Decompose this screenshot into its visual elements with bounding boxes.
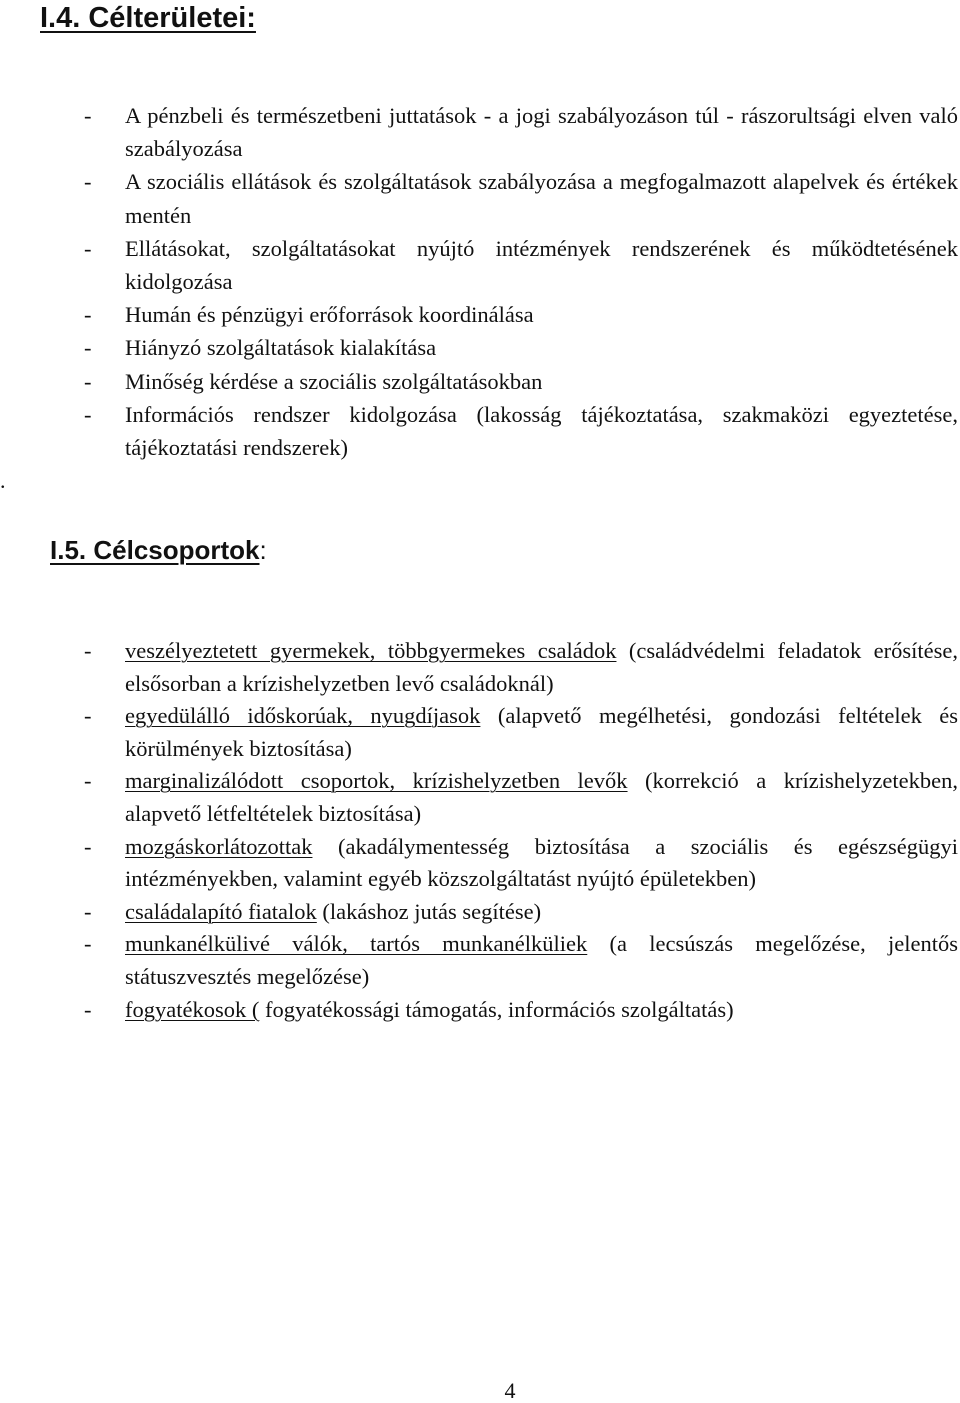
target-group-name: munkanélkülivé válók, tartós munkanélküliek [125, 931, 588, 957]
heading-title: I.5. Célcsoportok [50, 535, 260, 565]
heading-colon: : [259, 535, 267, 565]
target-group-name: marginalizálódott csoportok, krízishelyzetben levők [125, 768, 628, 794]
target-group-name: fogyatékosok ( [125, 996, 260, 1022]
target-group-name: egyedülálló időskorúak, nyugdíjasok [125, 703, 481, 729]
stray-dot: . [0, 468, 6, 493]
list-item [84, 635, 958, 700]
list-item: - Ellátásokat, szolgáltatásokat nyújtó intézmények rendszerének és működtetésének kidolgozása [84, 232, 958, 298]
list-item: - Információs rendszer kidolgozása (lakosság tájékoztatása, szakmaközi egyeztetése, tájékoztatási rendszerek) [84, 398, 958, 464]
list-item [84, 831, 958, 896]
target-group-detail: (alapvető megélhetési, gondozási feltételek és körülmények biztosítása) [125, 703, 958, 761]
list-item: - A pénzbeli és természetbeni juttatások - a jogi szabályozáson túl - rászorultsági elven való szabályozása [84, 99, 958, 165]
goals-list [84, 99, 958, 464]
page-number: 4 [504, 1378, 516, 1403]
list-item: - Humán és pénzügyi erőforrások koordinálása [84, 298, 958, 331]
target-group-detail: fogyatékossági támogatás, információs szolgáltatás) [259, 996, 734, 1022]
list-item [84, 765, 958, 830]
list-item: - A szociális ellátások és szolgáltatások szabályozása a megfogalmazott alapelvek és értékek mentén [84, 165, 958, 231]
target-groups-list [84, 635, 958, 1026]
list-item [84, 700, 958, 765]
target-group-name: családalapító fiatalok [125, 898, 317, 924]
target-group-name: veszélyeztetett gyermekek, többgyermekes családok [125, 638, 617, 663]
target-group-detail: (családvédelmi feladatok erősítése, elsősorban a krízishelyzetben levő családoknál) [125, 638, 958, 696]
list-item [84, 928, 958, 993]
list-item: - Minőség kérdése a szociális szolgáltatásokban [84, 365, 958, 398]
section-heading-goals: I.4. Célterületei: [40, 2, 256, 34]
list-item [84, 994, 958, 1027]
target-group-detail: (akadálymentesség biztosítása a szociális és egészségügyi intézményekben, valamint egyéb közszolgáltatást nyújtó épületekben) [125, 833, 958, 892]
list-item [84, 896, 958, 929]
target-group-detail: (korrekció a krízishelyzetekben, alapvető létfeltételek biztosítása) [125, 768, 958, 826]
target-group-detail: (lakáshoz jutás segítése) [316, 898, 542, 924]
target-group-name: mozgáskorlátozottak [125, 833, 313, 859]
list-item: - Hiányzó szolgáltatások kialakítása [84, 331, 958, 364]
section-heading-target-groups [50, 537, 267, 563]
target-group-detail: (a lecsúszás megelőzése, jelentős státuszvesztés megelőzése) [125, 931, 959, 989]
